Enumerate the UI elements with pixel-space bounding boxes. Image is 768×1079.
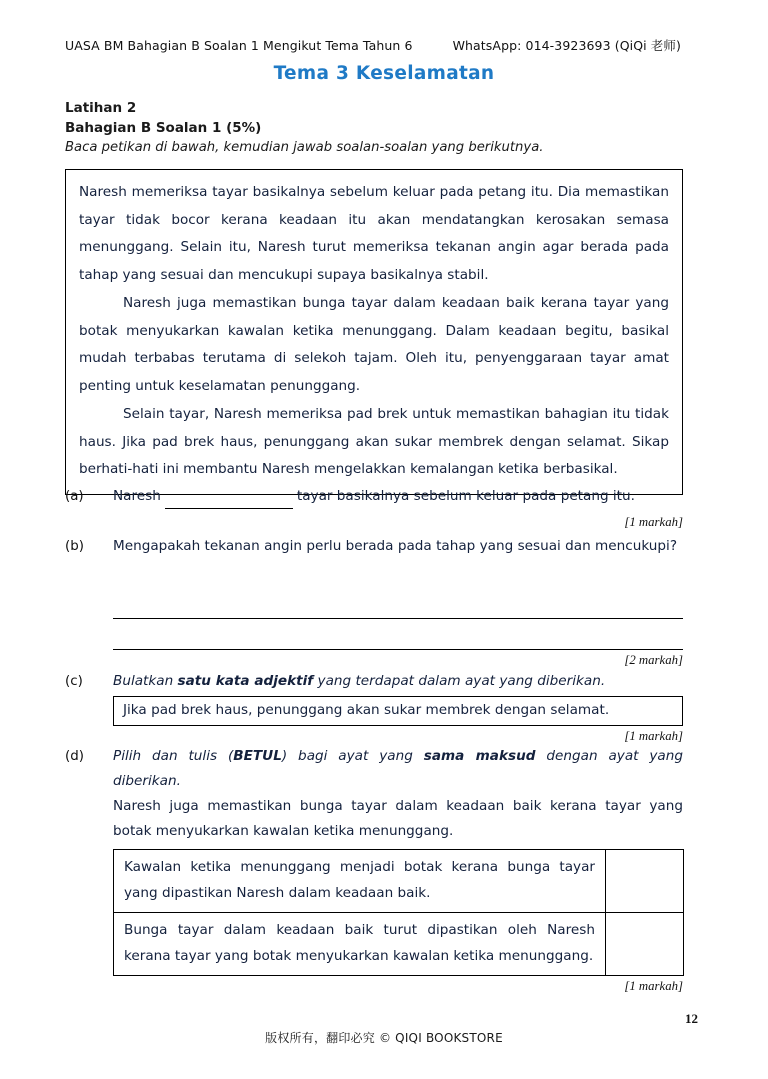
table-row — [114, 850, 684, 913]
passage-box — [65, 169, 683, 495]
question-b-answer-area — [65, 588, 683, 668]
page-title: Tema 3 Keselamatan — [273, 63, 495, 84]
page-number: 12 — [685, 1011, 698, 1026]
question-c-instruction-part2: yang terdapat dalam ayat yang diberikan. — [313, 673, 606, 689]
question-b-label: (b) — [65, 539, 84, 554]
answer-line-1[interactable] — [113, 588, 683, 619]
answer-line-2[interactable] — [113, 619, 683, 650]
question-d-answer-1[interactable] — [606, 850, 684, 913]
question-a-blank[interactable] — [165, 495, 293, 509]
question-c-instruction-part1: Bulatkan — [113, 673, 178, 689]
question-c-label: (c) — [65, 674, 83, 689]
question-c — [65, 669, 683, 744]
exercise-label: Latihan 2 — [65, 100, 137, 116]
passage-paragraph-3: Selain tayar, Naresh memeriksa pad brek untuk memastikan bahagian itu tidak haus. Jika pad brek haus, penunggang akan sukar membrek dengan selamat. Sikap berhati-hati ini membantu Naresh mengelakkan kemalangan ketika berbasikal. — [79, 406, 669, 477]
question-b — [65, 534, 683, 559]
question-a — [65, 484, 683, 530]
question-d-instruction-emphasis-2: sama maksud — [423, 748, 536, 764]
question-c-instruction — [113, 669, 683, 694]
question-a-text-before: Naresh — [113, 488, 161, 504]
header-left-text: UASA BM Bahagian B Soalan 1 Mengikut Tema Tahun 6 — [65, 38, 413, 53]
section-label: Bahagian B Soalan 1 (5%) — [65, 119, 262, 136]
question-c-marks: [1 markah] — [624, 729, 683, 743]
passage-paragraph-1: Naresh memeriksa tayar basikalnya sebelum keluar pada petang itu. Dia memastikan tayar tidak bocor kerana keadaan itu akan mendatangkan kerosakan semasa menunggang. Selain itu, Naresh turut memeriksa tekanan angin agar berada pada tahap yang sesuai dan mencukupi supaya basikalnya stabil. — [79, 184, 669, 283]
question-d-instruction-part3: dengan ayat yang diberikan. — [113, 748, 683, 789]
question-d-answer-2[interactable] — [606, 913, 684, 976]
question-d-instruction-part2: ) bagi ayat yang — [281, 748, 424, 764]
table-row — [114, 913, 684, 976]
question-d — [65, 744, 683, 994]
question-b-text: Mengapakah tekanan angin perlu berada pada tahap yang sesuai dan mencukupi? — [113, 538, 678, 554]
question-d-option-1: Kawalan ketika menunggang menjadi botak kerana bunga tayar yang dipastikan Naresh dalam keadaan baik. — [114, 850, 606, 913]
question-a-text — [113, 484, 683, 509]
instruction-text: Baca petikan di bawah, kemudian jawab soalan-soalan yang berikutnya. — [65, 140, 544, 155]
question-c-sentence: Jika pad brek haus, penunggang akan sukar membrek dengan selamat. — [123, 702, 610, 718]
passage-paragraph-2: Naresh juga memastikan bunga tayar dalam keadaan baik kerana tayar yang botak menyukarkan kawalan ketika menunggang. Dalam keadaan begitu, basikal mudah terbabas terutama di selekoh tajam. Oleh itu, penyenggaraan tayar amat penting untuk keselamatan penunggang. — [79, 295, 669, 394]
question-b-marks: [2 markah] — [624, 653, 683, 667]
question-d-instruction — [113, 744, 683, 794]
header-contact-text: WhatsApp: 014-3923693 (QiQi 老师) — [452, 38, 681, 53]
question-d-marks: [1 markah] — [624, 979, 683, 993]
copyright-notice: 版权所有，翻印必究 © QIQI BOOKSTORE — [265, 1031, 503, 1045]
question-d-label: (d) — [65, 749, 84, 764]
question-d-option-2: Bunga tayar dalam keadaan baik turut dipastikan oleh Naresh kerana tayar yang botak menyukarkan kawalan ketika menunggang. — [114, 913, 606, 976]
page-header — [65, 36, 683, 54]
question-c-sentence-box[interactable] — [113, 696, 683, 726]
question-a-text-after: tayar basikalnya sebelum keluar pada petang itu. — [296, 488, 635, 504]
question-d-options-table — [113, 849, 684, 976]
question-c-instruction-emphasis: satu kata adjektif — [177, 673, 314, 689]
question-d-instruction-part1: Pilih dan tulis ( — [113, 748, 234, 764]
question-d-reference-sentence: Naresh juga memastikan bunga tayar dalam keadaan baik kerana tayar yang botak menyukarkan kawalan ketika menunggang. — [113, 798, 683, 839]
question-a-label: (a) — [65, 489, 84, 504]
question-d-instruction-emphasis-1: BETUL — [233, 748, 282, 764]
intro-block — [65, 99, 685, 158]
question-a-marks: [1 markah] — [624, 515, 683, 529]
